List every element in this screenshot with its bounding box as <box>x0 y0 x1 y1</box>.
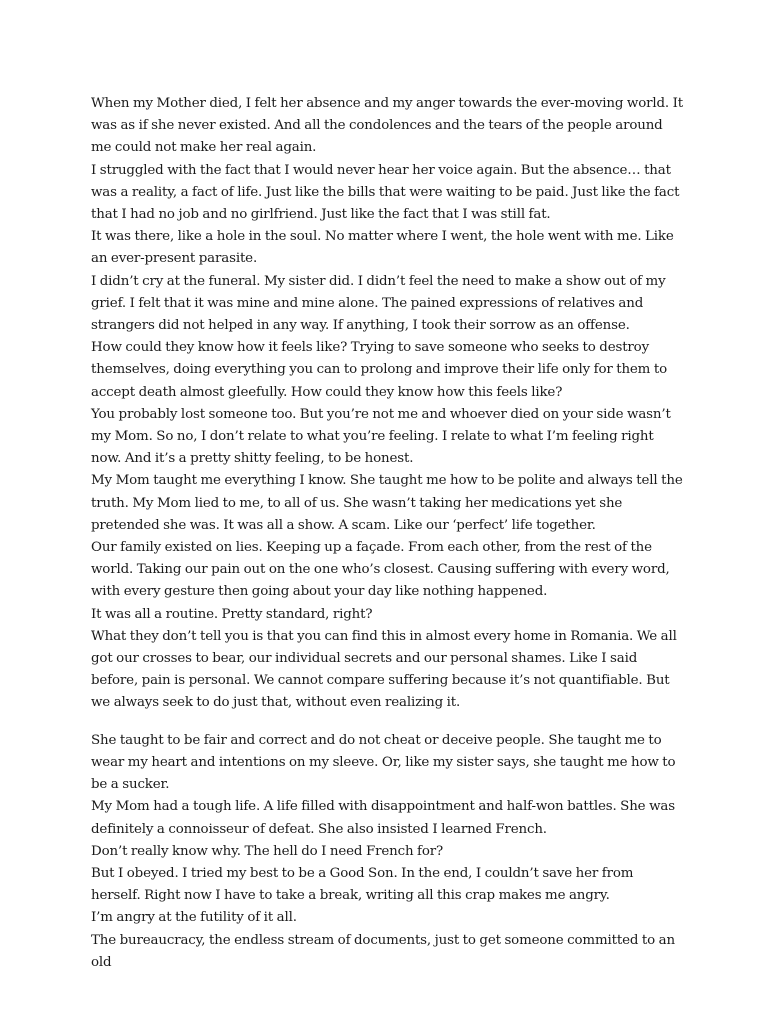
paragraph-14: But I obeyed. I tried my best to be a Good Son. In the end, I couldn’t save her from herself. Right now I have to take a break, writing all this crap makes me angry. <box>91 865 634 904</box>
paragraph-12: My Mom had a tough life. A life filled with disappointment and half-won battles. She was definitely a connoisseur of defeat. She also insisted I learned French. <box>91 799 675 837</box>
paragraph-6: You probably lost someone too. But you’re not me and whoever died on your side wasn’t my Mom. So no, I don’t relate to what you’re feeling. I relate to what I’m feeling right now. And it’s a pretty shitty feeling, to be honest. <box>91 406 671 467</box>
paragraph-11: She taught to be fair and correct and do not cheat or deceive people. She taught me to wear my heart and intentions on my sleeve. Or, like my sister says, she taught me how to be a sucker. <box>91 732 676 793</box>
paragraph-16: The bureaucracy, the endless stream of documents, just to get someone committed to an old <box>91 932 675 970</box>
paragraph-4: I didn’t cry at the funeral. My sister did. I didn’t feel the need to make a show out of my grief. I felt that it was mine and mine alone. The pained expressions of relatives and strangers did not helped in any way. If anything, I took their sorrow as an offense. <box>91 273 666 334</box>
paragraph-2: I struggled with the fact that I would never hear her voice again. But the absence… that was a reality, a fact of life. Just like the bills that were waiting to be paid. Just like the fact that I had no job and no girlfriend. Just like the fact that I was still fat. <box>91 162 680 223</box>
paragraph-9: It was all a routine. Pretty standard, right? <box>91 606 373 622</box>
paragraph-5: How could they know how it feels like? Trying to save someone who seeks to destroy themselves, doing everything you can to prolong and improve their life only for them to accept death almost gleefully. How could they know how this feels like? <box>91 340 667 400</box>
paragraph-8: Our family existed on lies. Keeping up a façade. From each other, from the rest of the world. Taking our pain out on the one who’s closest. Causing suffering with every word, with every gesture then going about your day like nothing happened. <box>91 540 670 600</box>
paragraph-10: What they don’t tell you is that you can find this in almost every home in Romania. We all got our crosses to bear, our individual secrets and our personal shames. Like I said before, pain is personal. We cannot compare suffering because it’s not quantifiable. But we always seek to do just that, without even realizing it. <box>91 628 677 711</box>
paragraph-7: My Mom taught me everything I know. She taught me how to be polite and always tell the truth. My Mom lied to me, to all of us. She wasn’t taking her medications yet she pretended she was. It was all a show. A scam. Like our ‘perfect’ life together. <box>91 473 683 533</box>
paragraph-3: It was there, like a hole in the soul. No matter where I went, the hole went with me. Like an ever-present parasite. <box>91 229 674 267</box>
paragraph-15: I’m angry at the futility of it all. <box>91 910 297 926</box>
paragraph-1: When my Mother died, I felt her absence and my anger towards the ever-moving world. It was as if she never existed. And all the condolences and the tears of the people around me could not make her real again. <box>91 96 683 156</box>
document-page <box>91 93 683 974</box>
paragraph-gap <box>91 715 683 730</box>
paragraph-13: Don’t really know why. The hell do I need French for? <box>91 843 444 859</box>
